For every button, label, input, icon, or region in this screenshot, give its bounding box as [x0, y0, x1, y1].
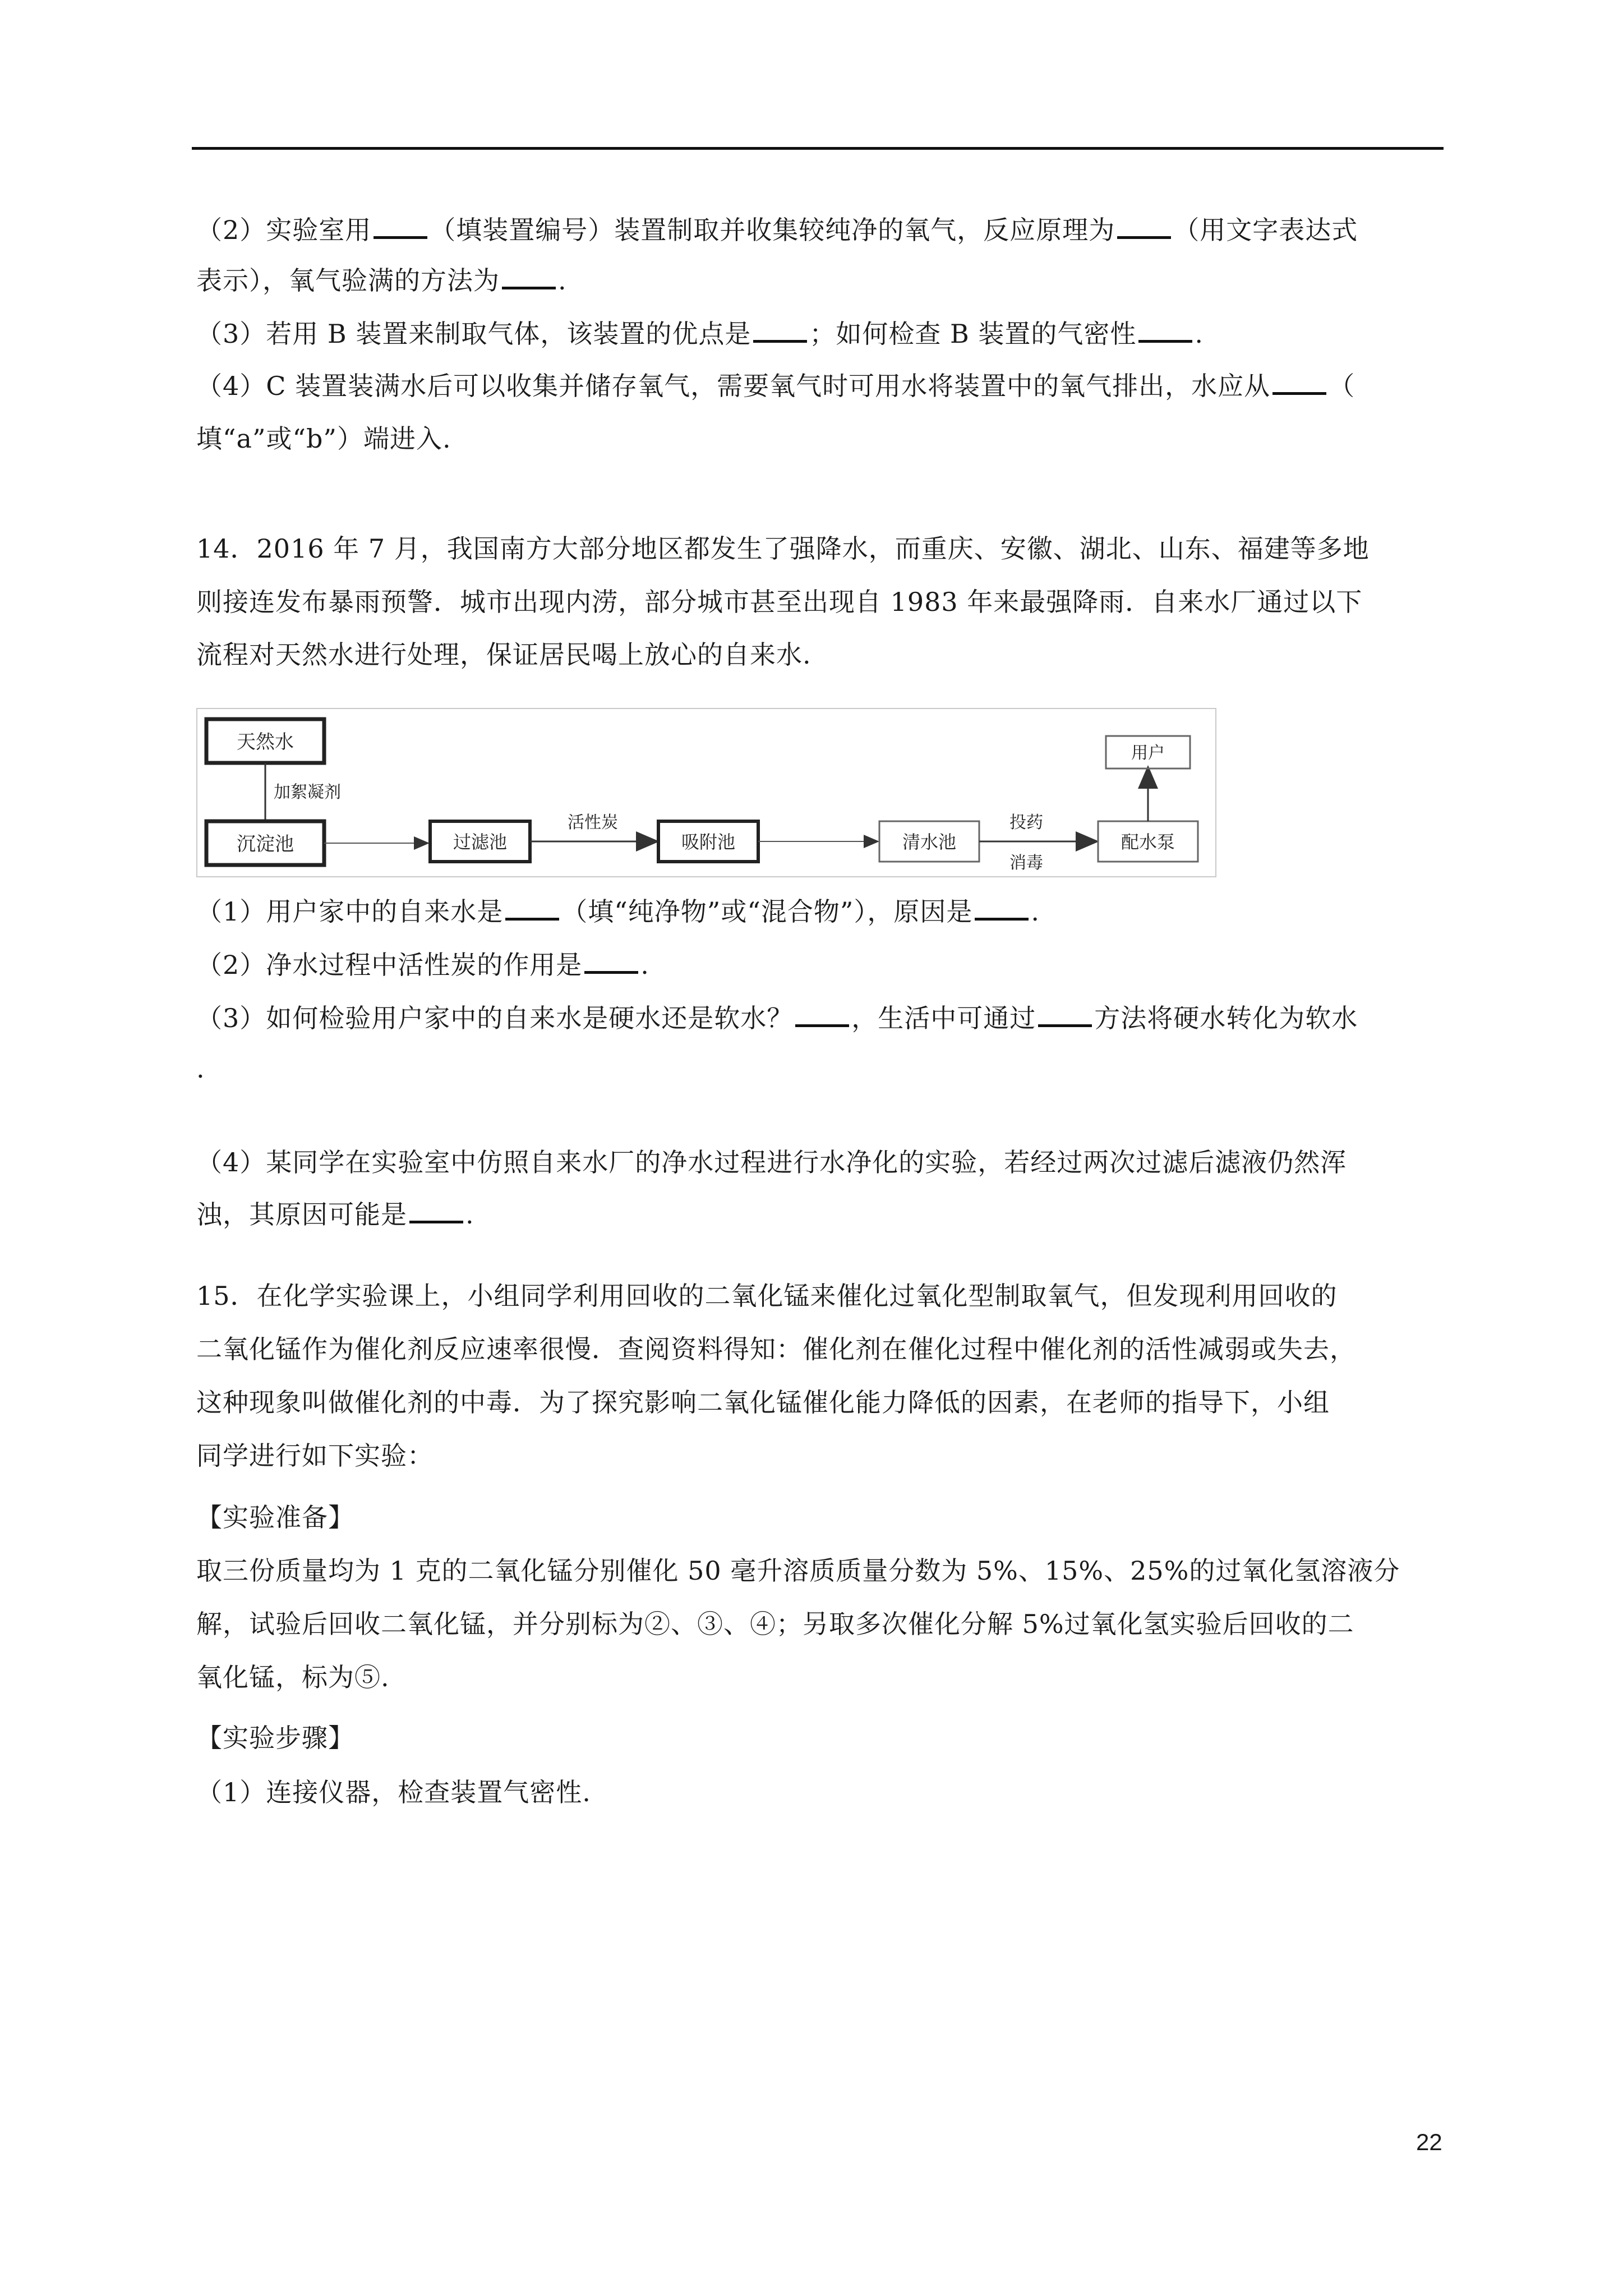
text-line-l22 [196, 1660, 390, 1694]
text-line-l13 [196, 1145, 1347, 1179]
page-number: 22 [1416, 2129, 1442, 2155]
user-label: 用户 [1131, 743, 1165, 763]
answer-blank[interactable] [975, 915, 1029, 921]
text-line-l23 [196, 1721, 354, 1755]
answer-blank[interactable] [409, 1218, 463, 1223]
text-segment: 15．在化学实验课上，小组同学利用回收的二氧化锰来催化过氧化型制取氧气，但发现利用回收的 [196, 1281, 1338, 1311]
text-line-l5 [196, 422, 451, 455]
answer-blank[interactable] [1272, 390, 1326, 395]
text-line-l7 [196, 585, 1362, 619]
text-line-l8 [196, 638, 811, 671]
answer-blank[interactable] [795, 1022, 849, 1027]
text-line-l9 [196, 895, 1040, 928]
text-line-l11 [196, 1001, 1358, 1035]
text-segment: 氧化锰，标为⑤. [196, 1662, 390, 1692]
water-treatment-diagram [196, 708, 1216, 877]
text-segment: （4）C 装置装满水后可以收集并储存氧气，需要氧气时可用水将装置中的氧气排出，水应从 [196, 371, 1271, 401]
sedimentation-label: 沉淀池 [237, 833, 294, 855]
text-segment: 解，试验后回收二氧化锰，并分别标为②、③、④；另取多次催化分解 5%过氧化氢实验后回收的二 [196, 1609, 1354, 1639]
text-segment: （4）某同学在实验室中仿照自来水厂的净水过程进行水净化的实验，若经过两次过滤后滤液仍然浑 [196, 1147, 1347, 1177]
answer-blank[interactable] [374, 234, 427, 239]
text-line-l15 [196, 1279, 1338, 1313]
text-segment: 表示），氧气验满的方法为 [196, 265, 500, 296]
text-line-l21 [196, 1607, 1354, 1641]
text-segment: 方法将硬水转化为软水 [1094, 1003, 1358, 1033]
text-line-l20 [196, 1554, 1400, 1588]
text-segment: （1）连接仪器，检查装置气密性. [196, 1777, 591, 1807]
answer-blank[interactable] [584, 969, 638, 974]
text-segment: . [1195, 319, 1204, 349]
text-segment: 流程对天然水进行处理，保证居民喝上放心的自来水. [196, 639, 811, 670]
text-line-l24 [196, 1775, 591, 1809]
text-segment: （填“纯净物”或“混合物”），原因是 [561, 896, 973, 927]
text-segment: （填装置编号）装置制取并收集较纯净的氧气，反应原理为 [430, 215, 1115, 245]
text-line-l3 [196, 317, 1204, 351]
answer-blank[interactable] [502, 284, 556, 289]
text-segment: . [1031, 896, 1040, 927]
text-line-l6 [196, 532, 1370, 565]
text-line-l2 [196, 264, 567, 297]
dosing-label: 投药 [1009, 813, 1043, 832]
text-segment: 【实验准备】 [196, 1502, 354, 1533]
text-segment: （用文字表达式 [1173, 215, 1358, 245]
answer-blank[interactable] [1117, 234, 1171, 239]
text-segment: 同学进行如下实验： [196, 1441, 434, 1471]
text-segment: . [196, 1053, 205, 1084]
text-segment: （2）实验室用 [196, 215, 372, 245]
text-segment: ；如何检查 B 装置的气密性 [809, 319, 1137, 349]
answer-blank[interactable] [753, 338, 807, 343]
text-segment: 则接连发布暴雨预警．城市出现内涝，部分城市甚至出现自 1983 年来最强降雨．自来水厂通过以下 [196, 587, 1363, 617]
filter-label: 过滤池 [453, 831, 508, 853]
text-segment: ，生活中可通过 [851, 1003, 1036, 1033]
text-line-l1 [196, 213, 1358, 247]
text-line-l17 [196, 1386, 1330, 1419]
text-segment: . [465, 1199, 474, 1230]
activated-carbon-label: 活性炭 [568, 813, 618, 832]
text-segment: 二氧化锰作为催化剂反应速率很慢．查阅资料得知：催化剂在催化过程中催化剂的活性减弱或失去， [196, 1334, 1356, 1364]
text-line-l10 [196, 948, 649, 982]
text-segment: . [558, 265, 567, 296]
text-segment: （3）如何检验用户家中的自来水是硬水还是软水？ [196, 1003, 794, 1033]
text-line-l19 [196, 1501, 354, 1534]
text-line-l12 [196, 1052, 205, 1085]
text-segment: . [640, 950, 649, 980]
adsorption-label: 吸附池 [681, 831, 736, 853]
header-rule [192, 147, 1444, 150]
coagulant-label: 加絮凝剂 [274, 783, 341, 802]
disinfection-label: 消毒 [1009, 853, 1043, 873]
text-segment: （ [1329, 371, 1355, 401]
text-line-l18 [196, 1439, 434, 1473]
text-line-l16 [196, 1332, 1356, 1366]
text-segment: （2）净水过程中活性炭的作用是 [196, 950, 583, 980]
pump-label: 配水泵 [1121, 831, 1175, 853]
text-line-l4 [196, 369, 1355, 403]
text-segment: 【实验步骤】 [196, 1723, 354, 1753]
text-segment: （3）若用 B 装置来制取气体，该装置的优点是 [196, 319, 751, 349]
text-line-l14 [196, 1198, 474, 1231]
answer-blank[interactable] [1138, 338, 1192, 343]
clear-water-label: 清水池 [902, 831, 957, 853]
text-segment: 14．2016 年 7 月，我国南方大部分地区都发生了强降水，而重庆、安徽、湖北、山东、福建等多地 [196, 533, 1370, 564]
text-segment: （1）用户家中的自来水是 [196, 896, 504, 927]
text-segment: 填“a”或“b”）端进入. [196, 424, 451, 454]
natural-water-label: 天然水 [237, 731, 294, 753]
text-segment: 取三份质量均为 1 克的二氧化锰分别催化 50 毫升溶质质量分数为 5%、15%、25%的过氧化氢溶液分 [196, 1556, 1400, 1586]
text-segment: 浊，其原因可能是 [196, 1199, 407, 1230]
text-segment: 这种现象叫做催化剂的中毒．为了探究影响二氧化锰催化能力降低的因素，在老师的指导下，小组 [196, 1387, 1330, 1418]
answer-blank[interactable] [505, 915, 559, 921]
answer-blank[interactable] [1038, 1022, 1092, 1027]
